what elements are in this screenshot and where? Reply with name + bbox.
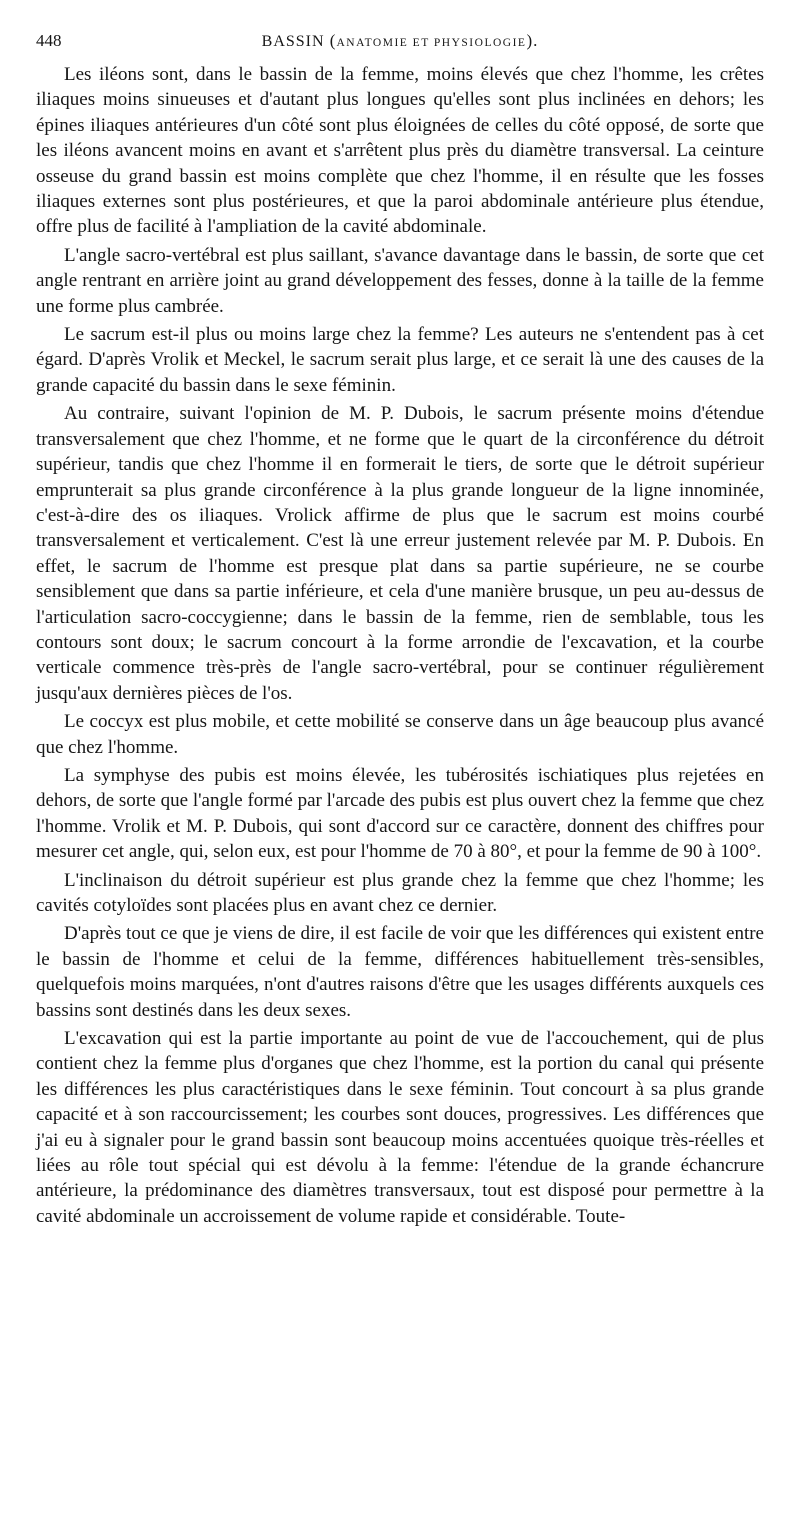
paragraph-4: Au contraire, suivant l'opinion de M. P. Dubois, le sacrum présente moins d'étendue transversalement que chez l'homme, et ne forme que le quart de la circonférence du détroit supérieur, tandis que chez l'homme il en formerait le tiers, de sorte que le détroit supérieur emprunterait sa plus grande circonférence à la plus grande longueur de la ligne innominée, c'est-à-dire des os iliaques. Vrolick affirme de plus que le sacrum est moins courbé transversalement et verticalement. C'est là une erreur justement relevée par M. P. Dubois. En effet, le sacrum de l'homme est presque plat dans sa partie supérieure, ne se courbe sensiblement que dans sa partie inférieure, et cela d'une manière brusque, un peu au-dessus de l'articulation sacro-coccygienne; dans le bassin de la femme, rien de semblable, tous les contours sont doux; le sacrum concourt à la forme arrondie de l'excavation, et la courbe verticale commence très-près de l'angle sacro-vertébral, pour se continuer régulièrement jusqu'aux dernières pièces de l'os. (36, 403, 764, 704)
running-title-open: ( (324, 31, 337, 50)
running-title (36, 30, 764, 54)
paragraph-9: L'excavation qui est la partie importante au point de vue de l'accouchement, qui de plus contient chez la femme plus d'organes que chez l'homme, est la portion du canal qui présente les différences les plus caractéristiques dans le sexe féminin. Tout concourt à sa plus grande capacité et à son raccourcissement; les courbes sont douces, progressives. Les différences que j'ai eu à signaler pour le grand bassin sont beaucoup moins accentuées quoique très-réelles et liées au rôle tout spécial qui est dévolu à la femme: l'étendue de la grande échancrure antérieure, la prédominance des diamètres transversaux, tout est disposé pour permettre à la cavité abdominale un accroissement de volume rapide et considérable. Toute- (36, 1028, 764, 1227)
running-title-main: BASSIN (261, 33, 325, 50)
paragraph-6: La symphyse des pubis est moins élevée, les tubérosités ischiatiques plus rejetées en dehors, de sorte que l'angle formé par l'arcade des pubis est plus ouvert chez la femme que chez l'homme. Vrolik et M. P. Dubois, qui sont d'accord sur ce caractère, donnent des chiffres pour mesurer cet angle, qui, selon eux, est pour l'homme de 70 à 80°, et pour la femme de 90 à 100°. (36, 764, 764, 863)
paragraph-3: Le sacrum est-il plus ou moins large chez la femme? Les auteurs ne s'entendent pas à cet égard. D'après Vrolik et Meckel, le sacrum serait plus large, et ce serait là une des causes de la grande capacité du bassin dans le sexe féminin. (36, 324, 764, 396)
paragraph-7: L'inclinaison du détroit supérieur est plus grande chez la femme que chez l'homme; les cavités cotyloïdes sont placées plus en avant chez ce dernier. (36, 869, 764, 916)
paragraph-8: D'après tout ce que je viens de dire, il est facile de voir que les différences qui existent entre le bassin de l'homme et celui de la femme, différences habituellement très-sensibles, quelquefois moins marquées, n'ont d'autres raisons d'être que les usages différents auxquels ces bassins sont destinés dans les deux sexes. (36, 923, 764, 1021)
body-text (36, 62, 764, 1229)
page-number: 448 (36, 31, 62, 50)
paragraph-2: L'angle sacro-vertébral est plus saillant, s'avance davantage dans le bassin, de sorte que cet angle rentrant en arrière joint au grand développement des fesses, donne à la taille de la femme une forme plus cambrée. (36, 244, 764, 317)
paragraph-5: Le coccyx est plus mobile, et cette mobilité se conserve dans un âge beaucoup plus avancé que chez l'homme. (36, 711, 764, 758)
paragraph-1: Les iléons sont, dans le bassin de la femme, moins élevés que chez l'homme, les crêtes iliaques moins sinueuses et d'autant plus longues qu'elles sont plus inclinées en dehors; les épines iliaques antérieures d'un côté sont plus éloignées de celles du côté opposé, de sorte que les iléons avancent moins en avant et s'arrêtent plus près du diamètre transversal. La ceinture osseuse du grand bassin est moins complète que chez l'homme, il en résulte que les fosses iliaques externes sont plus postérieures, et que la paroi abdominale antérieure plus étendue, offre plus de facilité à l'ampliation de la cavité abdominale. (36, 64, 764, 238)
running-title-close: ). (526, 31, 539, 50)
running-title-sub: ANATOMIE ET PHYSIOLOGIE (336, 37, 527, 49)
running-header (36, 30, 764, 52)
